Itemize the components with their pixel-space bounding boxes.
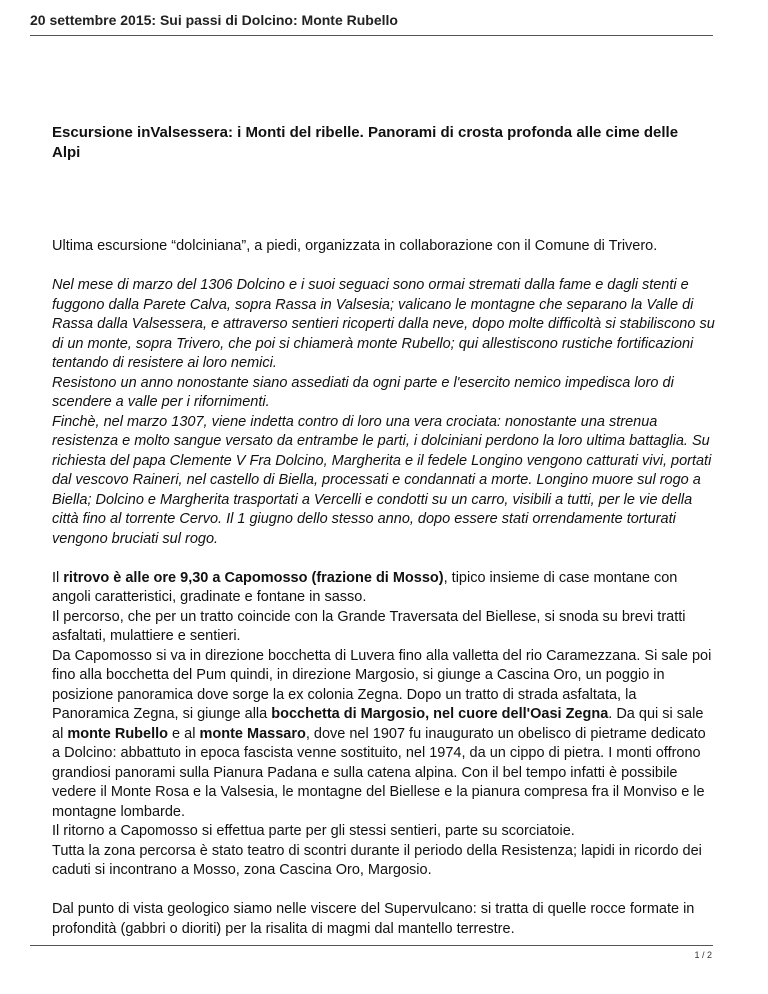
article-body	[52, 237, 717, 939]
history-paragraph: Finchè, nel marzo 1307, viene indetta contro di loro una vera crociata: nonostante una strenua resistenza e molto sangue versato da entrambe le parti, i dolciniani perdono la loro ultima battaglia. Su richiesta del papa Clemente V Fra Dolcino, Margherita e il fedele Longino vengono catturati vivi, portati dal vescovo Raineri, nel castello di Biella, processati e condannati a morte. Longino muore sul rogo a Biella; Dolcino e Margherita trasportati a Vercelli e condotti su un carro, visibili a tutti, per le vie della città fino al torrente Cervo. Il 1 giugno dello stesso anno, dopo essere stati orrendamente torturati vengono bruciati sul rogo.	[52, 413, 712, 547]
article-title: Escursione inValsessera: i Monti del ribelle. Panorami di crosta profonda alle cime delle Alpi	[52, 124, 679, 161]
geology-paragraph: Dal punto di vista geologico siamo nelle viscere del Supervulcano: si tratta di quelle rocce formate in profondità (gabbri o dioriti) per la risalita di magmi dal mantello terrestre.	[52, 901, 695, 937]
page-header-title: 20 settembre 2015: Sui passi di Dolcino: Monte Rubello	[30, 12, 398, 28]
route-detail-paragraph	[52, 647, 717, 823]
history-paragraph: Nel mese di marzo del 1306 Dolcino e i suoi seguaci sono ormai stremati dalla fame e dagli stenti e fuggono dalla Parete Calva, sopra Rassa in Valsesia; valicano le montagne che separano la Valle di Rassa dalla Valsessera, e attraverso sentieri ricoperti dalla neve, dopo molte difficoltà si stabiliscono su di un monte, sopra Trivero, che poi si chiamerà monte Rubello; qui allestiscono rustiche fortificazioni tentando di resistere ai loro nemici.	[52, 277, 715, 371]
text-span: e al	[168, 725, 200, 742]
oasi-zegna-highlight: bocchetta di Margosio, nel cuore dell'Oasi Zegna	[271, 706, 609, 722]
text-span: , dove nel 1907 fu inaugurato un obelisco di pietrame dedicato a Dolcino: abbattuto in epoca fascista venne sostituito, nel 1974, da un cippo di pietra. I monti offrono grandiosi panorami sulla Pianura Padana e sulla catena alpina. Con il bel tempo infatti è possibile vedere il Monte Rosa e la Valsesia, le montagne del Biellese e la pianura compresa fra il Monviso e le montagne lombarde.	[52, 725, 706, 820]
text-span: . Da qui si sale al	[52, 706, 704, 742]
text-span: Il	[52, 569, 64, 586]
page-number: 1 / 2	[694, 950, 712, 960]
text-span: Da Capomosso si va in direzione bocchetta di Luvera fino alla valletta del rio Caramezzana. Si sale poi fino alla bocchetta del Pum quindi, in direzione Margosio, si giunge a Cascina Oro, un poggio in posizione panoramica dove sorge la ex colonia Zegna. Dopo un tratto di strada asfaltata, la Panoramica Zegna, si giunge alla	[52, 647, 712, 722]
history-paragraph: Resistono un anno nonostante siano assediati da ogni parte e l'esercito nemico impedisca loro di scendere a valle per i rifornimenti.	[52, 374, 674, 410]
text-span: , tipico insieme di case montane con angoli caratteristici, gradinate e fontane in sasso.	[52, 569, 678, 605]
route-section	[52, 569, 717, 881]
return-paragraph: Il ritorno a Capomosso si effettua parte per gli stessi sentieri, parte su scorciatoie.	[52, 823, 575, 839]
monte-massaro-highlight: monte Massaro	[199, 725, 306, 742]
meeting-point: ritrovo è alle ore 9,30 a Capomosso (frazione di Mosso)	[63, 569, 444, 586]
header-divider	[30, 35, 713, 36]
footer-divider	[30, 945, 713, 946]
history-section	[52, 276, 717, 549]
intro-paragraph: Ultima escursione “dolciniana”, a piedi, organizzata in collaborazione con il Comune di Trivero.	[52, 238, 658, 254]
meeting-paragraph	[52, 569, 717, 608]
monte-rubello-highlight: monte Rubello	[67, 725, 169, 742]
route-paragraph: Il percorso, che per un tratto coincide con la Grande Traversata del Biellese, si snoda su brevi tratti asfaltati, mulattiere e sentieri.	[52, 608, 686, 644]
resistance-paragraph: Tutta la zona percorsa è stato teatro di scontri durante il periodo della Resistenza; lapidi in ricordo dei caduti si incontrano a Mosso, zona Cascina Oro, Margosio.	[52, 842, 702, 878]
